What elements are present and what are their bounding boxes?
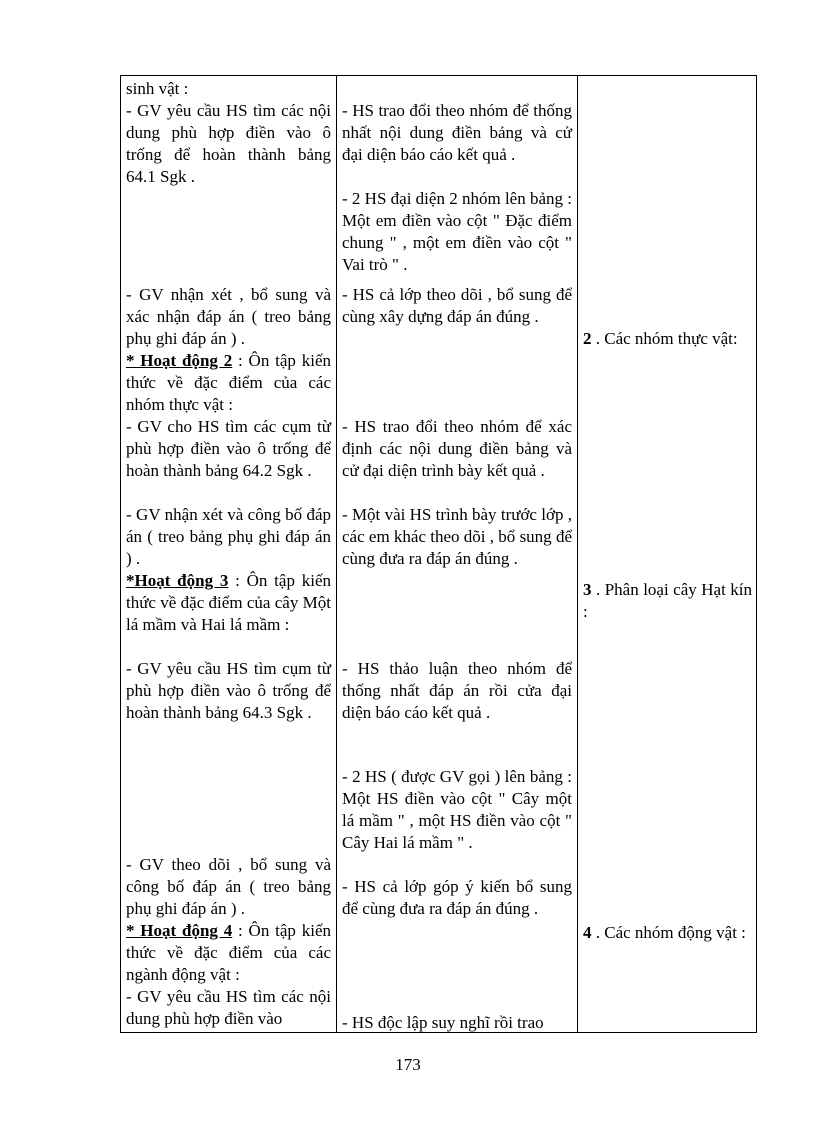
activity-2-heading: [126, 350, 331, 416]
middle-paragraph-6: - HS thảo luận theo nhóm để thống nhất đáp án rồi cửa đại diện báo cáo kết quả .: [342, 659, 572, 722]
section-3-number: 3: [583, 580, 592, 599]
section-2-heading: [583, 328, 752, 350]
content-column: [578, 76, 757, 1032]
activity-4-heading: [126, 920, 331, 986]
middle-paragraph-3: - HS cả lớp theo dõi , bổ sung để cùng xây dựng đáp án đúng .: [342, 285, 572, 326]
left-paragraph-7: - GV theo dõi , bổ sung và công bố đáp án ( treo bảng phụ ghi đáp án ) .: [126, 855, 331, 918]
section-3-heading: [583, 579, 752, 623]
section-4-heading: [583, 922, 752, 944]
activity-2-title: * Hoạt động 2: [126, 351, 233, 370]
section-2-number: 2: [583, 329, 592, 348]
section-4-number: 4: [583, 923, 592, 942]
middle-paragraph-2: - 2 HS đại diện 2 nhóm lên bảng : Một em điền vào cột " Đặc điểm chung " , một em điền vào cột " Vai trò " .: [342, 189, 572, 274]
middle-paragraph-8: - HS cả lớp góp ý kiến bổ sung để cùng đưa ra đáp án đúng .: [342, 877, 572, 918]
left-paragraph-4: - GV cho HS tìm các cụm từ phù hợp điền vào ô trống để hoàn thành bảng 64.2 Sgk .: [126, 417, 331, 480]
middle-paragraph-1: - HS trao đổi theo nhóm để thống nhất nội dung điền bảng và cử đại diện báo cáo kết quả .: [342, 101, 572, 164]
page-number: 173: [395, 1055, 421, 1074]
middle-paragraph-4: - HS trao đổi theo nhóm để xác định các nội dung điền bảng và cử đại diện trình bày kết quả .: [342, 417, 572, 480]
activity-3-description: : Ôn tập kiến thức về đặc điểm của cây Một lá mầm và Hai lá mầm :: [126, 571, 332, 634]
teacher-activity-column: [121, 76, 336, 1032]
activity-3-title: *Hoạt động 3: [126, 571, 229, 590]
left-paragraph-3: - GV nhận xét , bổ sung và xác nhận đáp án ( treo bảng phụ ghi đáp án ) .: [126, 285, 331, 348]
left-paragraph-1: sinh vật :: [126, 79, 189, 98]
activity-4-title: * Hoạt động 4: [126, 921, 233, 940]
left-paragraph-8: - GV yêu cầu HS tìm các nội dung phù hợp điền vào: [126, 987, 331, 1028]
left-paragraph-6: - GV yêu cầu HS tìm cụm từ phù hợp điền vào ô trống để hoàn thành bảng 64.3 Sgk .: [126, 659, 331, 722]
middle-paragraph-7: - 2 HS ( được GV gọi ) lên bảng : Một HS điền vào cột " Cây một lá mầm " , một HS điền vào cột " Cây Hai lá mầm " .: [342, 767, 572, 852]
section-2-title: . Các nhóm thực vật:: [591, 329, 738, 348]
left-paragraph-5: - GV nhận xét và công bố đáp án ( treo bảng phụ ghi đáp án ) .: [126, 505, 331, 568]
left-paragraph-2: - GV yêu cầu HS tìm các nội dung phù hợp điền vào ô trống để hoàn thành bảng 64.1 Sgk .: [126, 101, 331, 186]
activity-3-heading: [126, 570, 331, 636]
section-3-title: . Phân loại cây Hạt kín :: [583, 580, 752, 621]
activity-4-description: : Ôn tập kiến thức về đặc điểm của các ngành động vật :: [126, 921, 331, 984]
activity-2-description: : Ôn tập kiến thức về đặc điểm của các nhóm thực vật :: [126, 351, 331, 414]
middle-paragraph-9: - HS độc lập suy nghĩ rồi trao: [342, 1013, 544, 1032]
student-activity-column: [337, 76, 577, 1032]
lesson-table: [120, 75, 757, 1033]
section-4-title: . Các nhóm động vật :: [591, 923, 746, 942]
middle-paragraph-5: - Một vài HS trình bày trước lớp , các em khác theo dõi , bổ sung để cùng đưa ra đáp án đúng .: [342, 505, 572, 568]
